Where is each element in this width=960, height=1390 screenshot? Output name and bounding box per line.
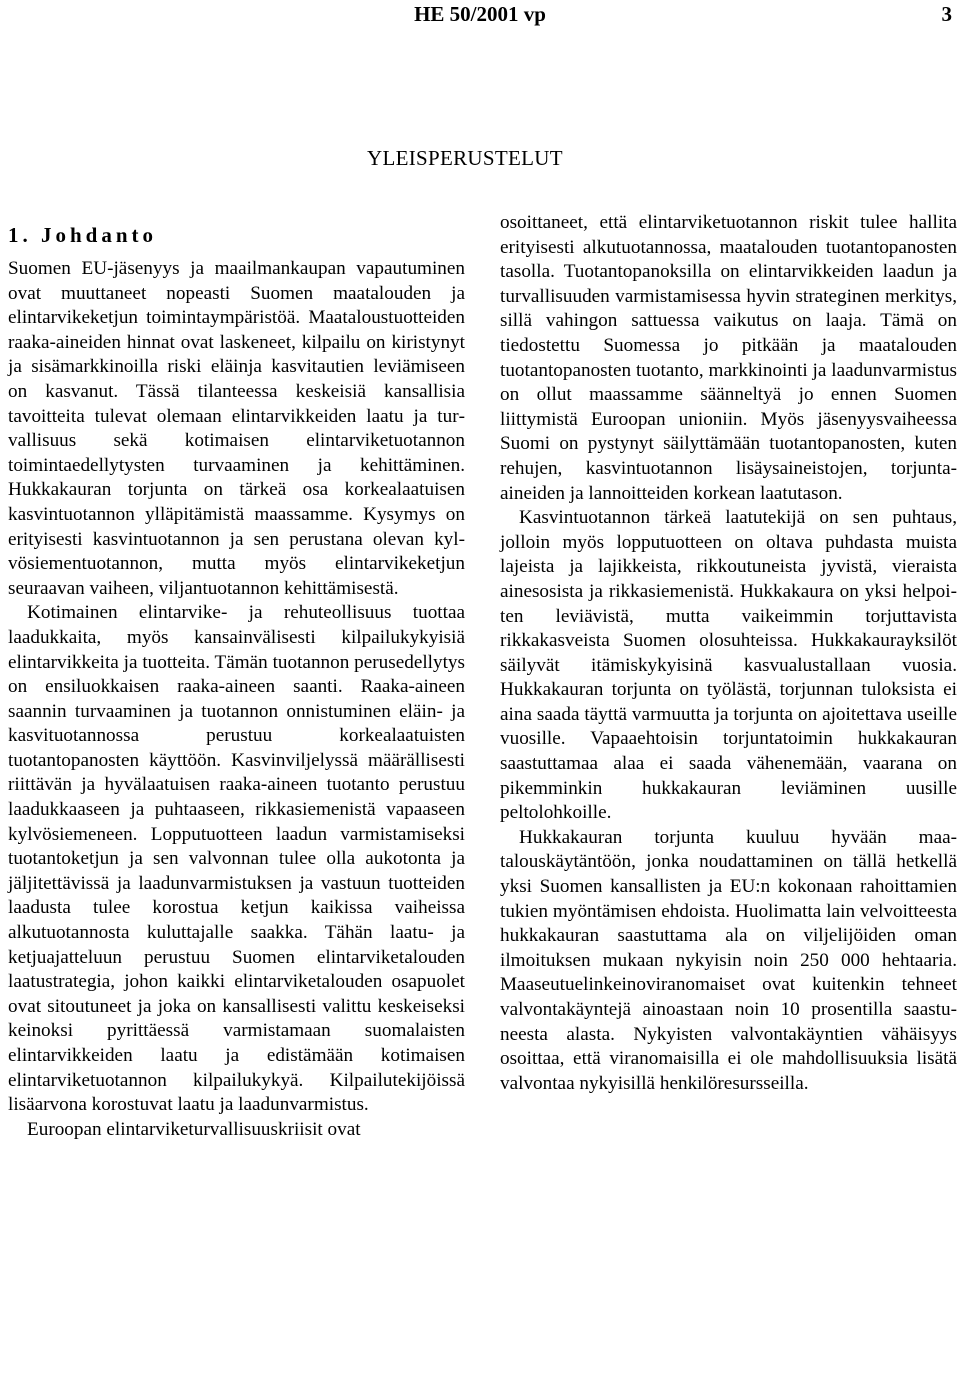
right-text-column (500, 211, 957, 1096)
left-text-column (8, 257, 465, 1142)
page-number: 3 (941, 2, 952, 26)
section-title: YLEISPERUSTELUT (367, 146, 563, 171)
page-header (0, 0, 960, 40)
paragraph: osoittaneet, että elintarviketuotannon riskit tulee hallita erityisesti alkutuotannossa, maatalouden tuotantopanosten tasolla. Tuotantopanoksilla on elintarvikkeiden laadun ja turvallisuuden varmistamisessa hyvin strateginen merkitys, sillä vahingon sattuessa vaikutus on laaja. Tämä on tiedostettu Suomessa jo pitkään ja maatalouden tuotantopanosten tuotanto, markkinointi ja laadunvarmistus on ollut maassamme säänneltyä jo ennen Suomen liittymistä Euroopan unioniin. Myös jäsenyysvaiheessa Suomi on pystynyt säilyttämään tuotantopanosten, kuten rehujen, kasvintuotannon lisäysaineistojen, torjuntaaineiden ja lannoitteiden korkean laatutason. (500, 212, 957, 504)
paragraph: Kasvintuotannon tärkeä laatutekijä on sen puhtaus, jolloin myös lopputuotteen on oltava puhdasta muista lajeista ja lajikkeista, rikkoutuneista jyvistä, vieraista ainesosista ja rikkasiemenistä. Hukkakaura on yksi helpoiten leviävistä, mutta vaikeimmin torjuttavista rikkakasveista Suomen olosuhteissa. Hukkakaurayksilöt säilyvät itämiskykyisinä kasvualustallaan vuosia. Hukkakauran torjunta on työlästä, torjunnan tuloksista ei aina saada täyttä varmuutta ja torjunta on ajoitettava useille vuosille. Vapaaehtoisin torjuntatoimin hukkakauran saastuttamaa alaa ei saada vähenemään, vaarana on pikemminkin hukkakauran leviäminen uusille peltolohkoille. (500, 507, 957, 824)
paragraph: Hukkakauran torjunta kuuluu hyvään maatalouskäytäntöön, jonka noudattaminen on tällä hetkellä yksi Suomen kansallisten ja EU:n kokonaan rahoittamien tukien myöntämisen ehdoista. Huolimatta lain velvoitteesta hukkakauran saastuttama ala on viljelijöiden oman ilmoituksen mukaan nykyisin noin 250 000 hehtaaria. Maaseutuelinkeinoviranomaiset ovat kuitenkin tehneet valvontakäyntejä ainoastaan noin 10 prosentilla saastuneesta alasta. Nykyisten valvontakäyntien vähäisyys osoittaa, että viranomaisilla ei ole mahdollisuuksia lisätä valvontaa nykyisillä henkilöresursseilla. (500, 826, 957, 1094)
paragraph: Euroopan elintarviketurvallisuuskriisit ovat (27, 1118, 361, 1140)
paragraph: Suomen EU-jäsenyys ja maailmankaupan vapautuminen ovat muuttaneet nopeasti Suomen maatalouden ja elintarvikeketjun toimintaympäristöä. Maataloustuotteiden raaka-aineiden hinnat ovat laskeneet, kilpailu on kiristynyt ja sisämarkkinoilla riski eläinja kasvitautien leviämiseen on kasvanut. Tässä tilanteessa keskeisiä kansallisia tavoitteita tulevat olemaan elintarvikkeiden laatu ja turvallisuus sekä kotimaisen elintarviketuotannon toimintaedellytysten turvaaminen ja kehittäminen. Hukkakauran torjunta on tärkeä osa korkealaatuisen kasvintuotannon ylläpitämistä maassamme. Kysymys on erityisesti kasvintuotannon ja sen perustana olevan kylvösiementuotannon, mutta myös elintarvikeketjun seuraavan vaiheen, viljantuotannon kehittämisestä. (8, 258, 465, 599)
paragraph: Kotimainen elintarvike- ja rehuteollisuus tuottaa laadukkaita, myös kansainvälisesti kilpailukykyisiä elintarvikkeita ja tuotteita. Tämän tuotannon perusedellytys on ensiluokkaisen raaka-aineen saanti. Raaka-aineen saannin turvaaminen ja tuotannon onnistuminen eläin- ja kasvituotannossa perustuu korkealaatuisten tuotantopanosten käyttöön. Kasvinviljelyssä määrällisesti riittävän ja hyvälaatuisen raaka-aineen tuotanto perustuu laadukkaaseen ja puhtaaseen, rikkasiemenistä vapaaseen kylvösiemeneen. Lopputuotteen laadun varmistamiseksi tuotantoketjun ja sen valvonnan tulee olla aukotonta ja jäljitettävissä ja laadunvarmistuksen ja vastuun tuotteiden laadusta tulee korostua ketjun kaikissa vaiheissa alkutuotannosta kuluttajalle saakka. Tähän laatu- ja ketjuajatteluun perustuu Suomen elintarviketalouden laatustrategia, johon kaikki elintarviketalouden osapuolet ovat sitoutuneet ja joka on kansallisesti valittu keskeiseksi keinoksi pyrittäessä varmistamaan suomalaisten elintarvikkeiden laatu ja edistämään kotimaisen elintarviketuotannon kilpailukykyä. Kilpailutekijöissä lisäarvona korostuvat laatu ja laadunvarmistus. (8, 602, 465, 1116)
chapter-heading: 1. Johdanto (8, 223, 158, 248)
document-id: HE 50/2001 vp (414, 2, 546, 26)
